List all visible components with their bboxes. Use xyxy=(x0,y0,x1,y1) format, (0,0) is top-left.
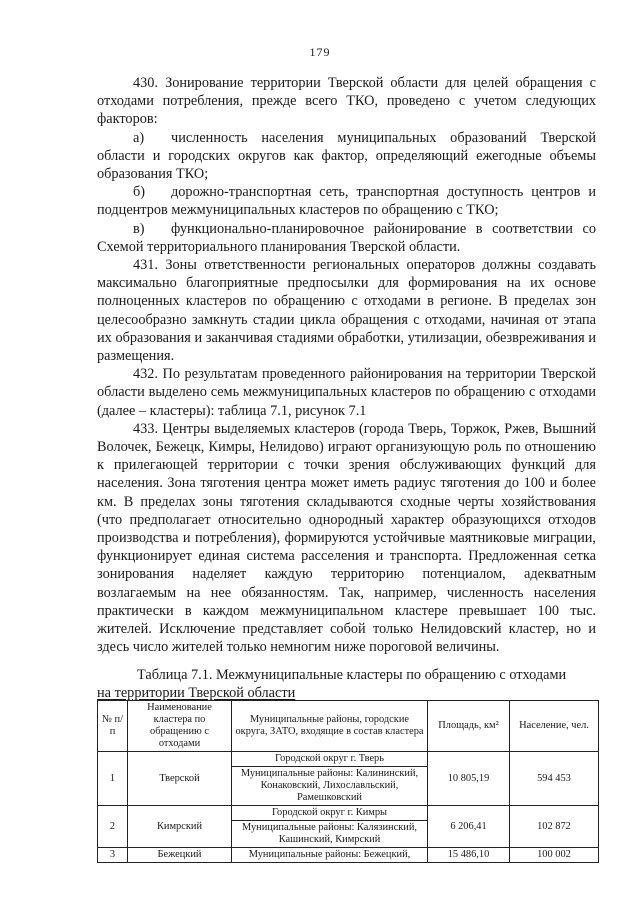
table-caption-line-2: на территории Тверской области xyxy=(97,685,296,701)
body-text xyxy=(97,74,596,657)
row-area-city: Городской округ г. Тверь xyxy=(274,753,384,764)
paragraph-432: 432. По результатам проведенного районирования на территории Тверской области выделено семь межмуниципальных кластеров по обращению с отходами (далее – кластеры): таблица 7.1, рисунок 7.1 xyxy=(97,366,596,419)
header-cluster: Наименование кластера по обращению с отходами xyxy=(128,701,232,752)
row-square: 15 486,10 xyxy=(428,848,510,863)
list-item-a xyxy=(97,129,596,184)
clusters-table xyxy=(97,700,599,863)
list-item-text: дорожно-транспортная сеть, транспортная доступность центров и подцентров межмуниципальных кластеров по обращению с ТКО; xyxy=(97,184,596,219)
list-marker: в) xyxy=(133,220,145,237)
table-caption-line-1: Таблица 7.1. Межмуниципальные кластеры по обращению с отходами xyxy=(137,667,567,683)
row-area-city: Городской округ г. Кимры xyxy=(271,807,388,818)
row-area-districts: Муниципальные районы: Калининский, Конаковский, Лихославльский, Рамешковский xyxy=(232,766,427,805)
header-areas: Муниципальные районы, городские округа, ЗАТО, входящие в состав кластера xyxy=(232,701,428,752)
row-num: 1 xyxy=(98,752,128,806)
row-num: 3 xyxy=(98,848,128,863)
page-number: 179 xyxy=(309,45,331,59)
row-population: 594 453 xyxy=(510,752,599,806)
row-population: 100 002 xyxy=(510,848,599,863)
list-item-c xyxy=(97,220,596,256)
row-cluster: Кимрский xyxy=(128,806,232,848)
table-row xyxy=(98,848,599,863)
row-square: 6 206,41 xyxy=(428,806,510,848)
paragraph-433: 433. Центры выделяемых кластеров (города Тверь, Торжок, Ржев, Вышний Волочек, Бежецк, Кимры, Нелидово) играют организующую роль по отношению к прилегающей территории с точки зрения обслуживающих функций для населения. Зона тяготения центра может иметь радиус тяготения до 100 и более км. В пределах зоны тяготения складываются сходные черты хозяйствования (что предполагает относительно однородный характер образующихся отходов производства и потребления), формируются устойчивые маятниковые миграции, функционирует единая система расселения и транспорта. Предложенная сетка зонирования наделяет каждую территорию потенциалом, адекватным возлагаемым на нее обязанностям. Так, например, численность населения практически в каждом межмуниципальном кластере превышает 100 тыс. жителей. Исключение представляет собой только Нелидовский кластер, но и здесь число жителей только немногим ниже пороговой величины. xyxy=(97,420,596,656)
list-marker: а) xyxy=(133,129,145,146)
paragraph-431: 431. Зоны ответственности региональных операторов должны создавать максимально благоприятные предпосылки для формирования на их основе полноценных кластеров по обращению с отходами в регионе. В пределах зон целесообразно замкнуть стадии цикла обращения с отходами, начиная от этапа их образования и заканчивая стадиями обработки, утилизации, обезвреживания и размещения. xyxy=(97,257,596,365)
row-num: 2 xyxy=(98,806,128,848)
header-square: Площадь, км² xyxy=(428,701,510,752)
row-population: 102 872 xyxy=(510,806,599,848)
row-square: 10 805,19 xyxy=(428,752,510,806)
header-num: № п/п xyxy=(98,701,128,752)
row-areas: Муниципальные районы: Бежецкий, xyxy=(232,848,428,863)
table-caption xyxy=(97,666,596,702)
list-marker: б) xyxy=(133,184,146,201)
list-item-text: численность населения муниципальных образований Тверской области и городских округов как фактор, определяющий ежегодные объемы образования ТКО; xyxy=(97,129,596,183)
row-areas xyxy=(232,806,428,848)
table-row xyxy=(98,806,599,848)
table-header-row xyxy=(98,701,599,752)
header-population: Население, чел. xyxy=(510,701,599,752)
list-item-text: функционально-планировочное районирование в соответствии со Схемой территориального планирования Тверской области. xyxy=(97,220,596,255)
row-areas xyxy=(232,752,428,806)
table-row xyxy=(98,752,599,806)
row-area-districts: Муниципальные районы: Калязинский, Кашинский, Кимрский xyxy=(232,820,427,847)
row-cluster: Тверской xyxy=(128,752,232,806)
list-item-b xyxy=(97,183,596,219)
paragraph-430: 430. Зонирование территории Тверской области для целей обращения с отходами потребления, прежде всего ТКО, проведено с учетом следующих факторов: xyxy=(97,75,596,128)
row-cluster: Бежецкий xyxy=(128,848,232,863)
